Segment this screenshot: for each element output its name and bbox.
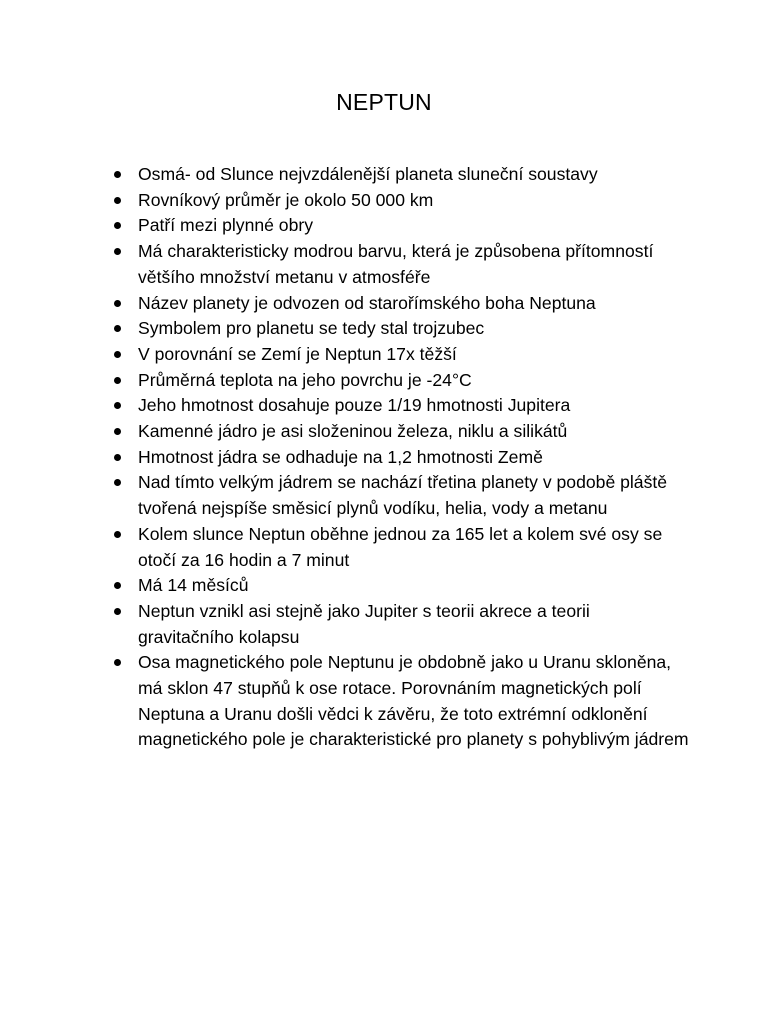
- bullet-icon: [114, 351, 121, 358]
- list-item: [109, 470, 689, 521]
- bullet-icon: [114, 325, 121, 332]
- list-item-text: Neptun vznikl asi stejně jako Jupiter s teorii akrece a teorii gravitačního kolapsu: [138, 600, 590, 647]
- list-item: [109, 342, 689, 368]
- bullet-icon: [114, 608, 121, 615]
- bullet-icon: [114, 377, 121, 384]
- list-item-text: Jeho hmotnost dosahuje pouze 1/19 hmotnosti Jupitera: [138, 395, 571, 416]
- list-item-text: V porovnání se Zemí je Neptun 17x těžší: [138, 343, 457, 364]
- list-item-text: Kamenné jádro je asi složeninou železa, niklu a silikátů: [138, 421, 568, 442]
- list-item-text: Hmotnost jádra se odhaduje na 1,2 hmotnosti Země: [138, 446, 543, 467]
- list-item-text: Osa magnetického pole Neptunu je obdobně jako u Uranu skloněna, má sklon 47 stupňů k ose rotace. Porovnáním magnetických polí Neptuna a Uranu došli vědci k závěru, že toto extrémní odklonění magnetického pole je charakteristické pro planety s pohyblivým jádrem: [138, 652, 689, 750]
- bullet-icon: [114, 300, 121, 307]
- list-item-text: Osmá- od Slunce nejvzdálenější planeta sluneční soustavy: [138, 164, 598, 184]
- list-item: [109, 162, 689, 188]
- list-item: [109, 291, 689, 317]
- list-item: [109, 445, 689, 471]
- bullet-icon: [114, 222, 121, 229]
- list-item-text: Patří mezi plynné obry: [138, 215, 314, 236]
- list-item: [109, 393, 689, 419]
- list-item: [109, 239, 689, 290]
- list-item: [109, 419, 689, 445]
- bullet-icon: [114, 582, 121, 589]
- list-item-text: Průměrná teplota na jeho povrchu je -24°C: [138, 369, 472, 390]
- list-item: [109, 599, 689, 650]
- list-item: [109, 368, 689, 394]
- bullet-list: [109, 162, 689, 753]
- bullet-icon: [114, 659, 121, 666]
- list-item-text: Má 14 měsíců: [138, 575, 249, 596]
- document-title: NEPTUN: [336, 89, 432, 115]
- bullet-icon: [114, 428, 121, 435]
- list-item-text: Má charakteristicky modrou barvu, která je způsobena přítomností většího množství metanu v atmosféře: [138, 241, 654, 287]
- bullet-icon: [114, 248, 121, 255]
- list-item-text: Nad tímto velkým jádrem se nachází třetina planety v podobě pláště tvořená nejspíše směsicí plynů vodíku, helia, vody a metanu: [138, 472, 668, 519]
- bullet-icon: [114, 171, 121, 178]
- list-item-text: Kolem slunce Neptun oběhne jednou za 165 let a kolem své osy se otočí za 16 hodin a 7 minut: [138, 523, 663, 570]
- list-item: [109, 188, 689, 214]
- list-item: [109, 522, 689, 573]
- list-item: [109, 213, 689, 239]
- bullet-icon: [114, 197, 121, 204]
- list-item: [109, 650, 689, 753]
- bullet-icon: [114, 479, 121, 486]
- list-item: [109, 316, 689, 342]
- bullet-icon: [114, 402, 121, 409]
- list-item-text: Název planety je odvozen od starořímského boha Neptuna: [138, 292, 596, 313]
- bullet-icon: [114, 454, 121, 461]
- list-item-text: Rovníkový průměr je okolo 50 000 km: [138, 189, 434, 210]
- list-item-text: Symbolem pro planetu se tedy stal trojzubec: [138, 318, 485, 339]
- bullet-icon: [114, 531, 121, 538]
- list-item: [109, 573, 689, 599]
